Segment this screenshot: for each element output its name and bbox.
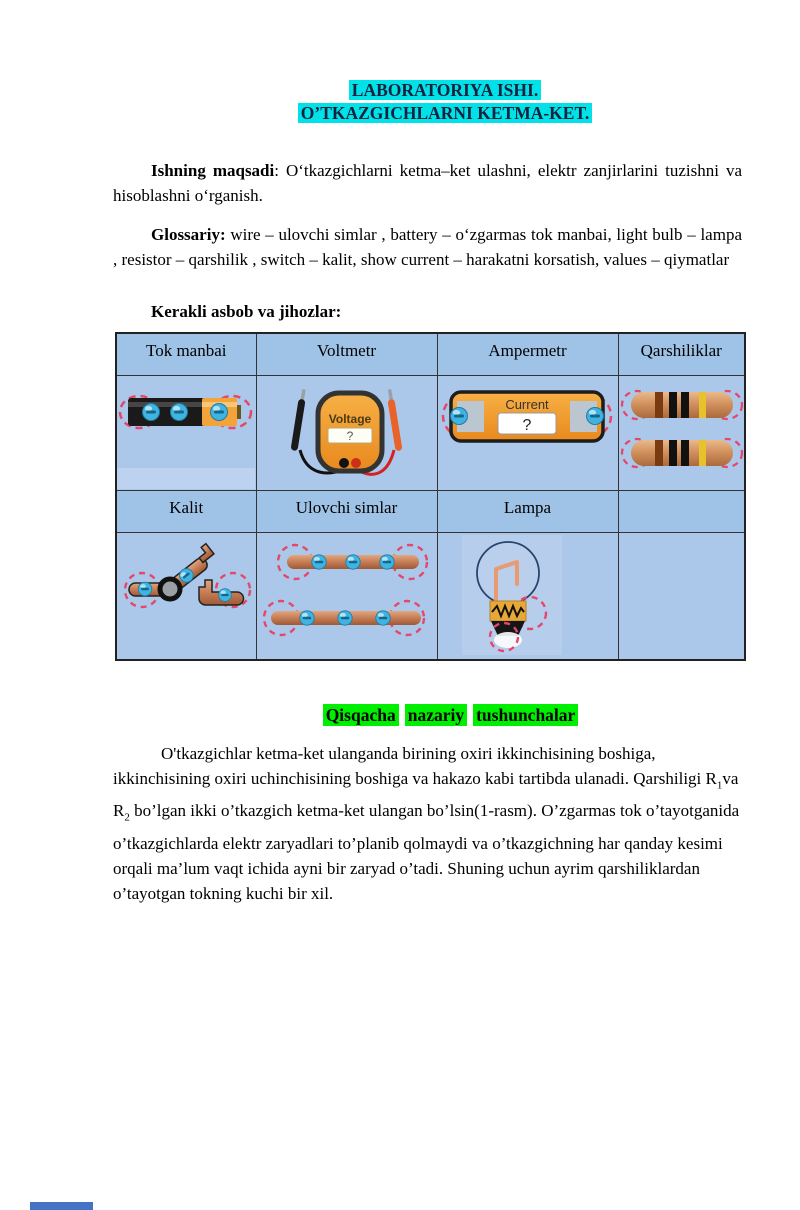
red-probe [385, 388, 402, 450]
switch-cell [116, 532, 256, 660]
table-image-row-1 [116, 375, 745, 490]
theory-text-1: O'tkazgichlar ketma-ket ulanganda birining oxiri ikkinchisining boshiga, ikkinchisining oxiri uchinchisining boshiga va hakazo kabi tartibda ulanadi. Qarshiligi R [113, 744, 717, 788]
resistor-1 [622, 391, 742, 419]
wires-image [257, 533, 436, 659]
wire-1 [278, 545, 427, 579]
voltmeter-cell [256, 375, 437, 490]
battery-cell [116, 375, 256, 490]
table-header-row-2 [116, 490, 745, 532]
theory-heading-word-3: tushunchalar [473, 704, 578, 726]
black-probe [290, 388, 307, 450]
title-line-1: LABORATORIYA ISHI. [349, 80, 541, 100]
ammeter-label: Current [504, 396, 549, 412]
col-header-voltmetr: Voltmetr [256, 333, 437, 375]
voltmeter-image [257, 376, 436, 489]
ammeter-image [438, 376, 617, 489]
theory-text-3: bo’lgan ikki o’tkazgich ketma-ket ulangan bo’lsin(1-rasm). O’zgarmas tok o’tayotganida o’tkazgichlarda elektr zaryadlari to’planib qolmaydi va o’tkazgichning har qanday kesimi orqali ma’lum vaqt ichida ayni bir zaryad o’tadi. Shuning uchun ayrim qarshiliklardan o’tayotgan tokning kuchi bir xil. [113, 801, 740, 903]
col-header-ampermetr: Ampermetr [437, 333, 618, 375]
equipment-table [115, 332, 746, 661]
purpose-paragraph [113, 158, 742, 208]
theory-heading [113, 703, 742, 728]
theory-heading-word-1: Qisqacha [323, 704, 399, 726]
ammeter-cell [437, 375, 618, 490]
title-line-2: O’TKAZGICHLARNI KETMA-KET. [298, 103, 592, 123]
table-image-row-2 [116, 532, 745, 660]
glossary-label: Glossariy: [151, 225, 226, 244]
col-header-qarshiliklar: Qarshiliklar [618, 333, 745, 375]
table-header-row-1 [116, 333, 745, 375]
document-body [113, 158, 742, 906]
battery-image [117, 376, 255, 489]
equipment-heading: Kerakli asbob va jihozlar: [151, 302, 342, 321]
switch-image [117, 533, 255, 659]
empty-cell [618, 532, 745, 660]
col-header-kalit: Kalit [116, 490, 256, 532]
theory-text-2: va R [113, 769, 739, 821]
lamp-cell [437, 532, 618, 660]
r1-subscript: 1 [716, 779, 723, 792]
purpose-text: : Oʻtkazgichlarni ketma–ket ulashni, elektr zanjirlarini tuzishni va hisoblashni oʻrganish. [113, 161, 742, 205]
wire-2 [264, 601, 424, 635]
document-page [0, 79, 800, 1210]
lamp-image [438, 533, 617, 659]
voltmeter-label: Voltage [328, 411, 371, 426]
theory-heading-word-2: nazariy [405, 704, 467, 726]
col-header-empty [618, 490, 745, 532]
wires-cell [256, 532, 437, 660]
voltmeter-value: ? [346, 428, 353, 443]
col-header-tok-manbai: Tok manbai [116, 333, 256, 375]
col-header-ulovchi-simlar: Ulovchi simlar [256, 490, 437, 532]
resistors-image [619, 376, 745, 489]
r2-subscript: 2 [124, 811, 130, 824]
glossary-paragraph [113, 222, 742, 272]
theory-paragraph [113, 741, 742, 906]
col-header-lampa: Lampa [437, 490, 618, 532]
document-title [0, 79, 800, 125]
resistors-cell [618, 375, 745, 490]
glossary-text: wire – ulovchi simlar , battery – oʻzgarmas tok manbai, light bulb – lampa , resistor – qarshilik , switch – kalit, show current – harakatni korsatish, values – qiymatlar [113, 225, 742, 269]
resistor-2 [622, 439, 742, 467]
bottom-left-blue-mark [30, 1202, 93, 1210]
switch-right-contact [199, 580, 244, 605]
purpose-label: Ishning maqsadi [151, 161, 275, 180]
ammeter-value: ? [522, 416, 531, 434]
